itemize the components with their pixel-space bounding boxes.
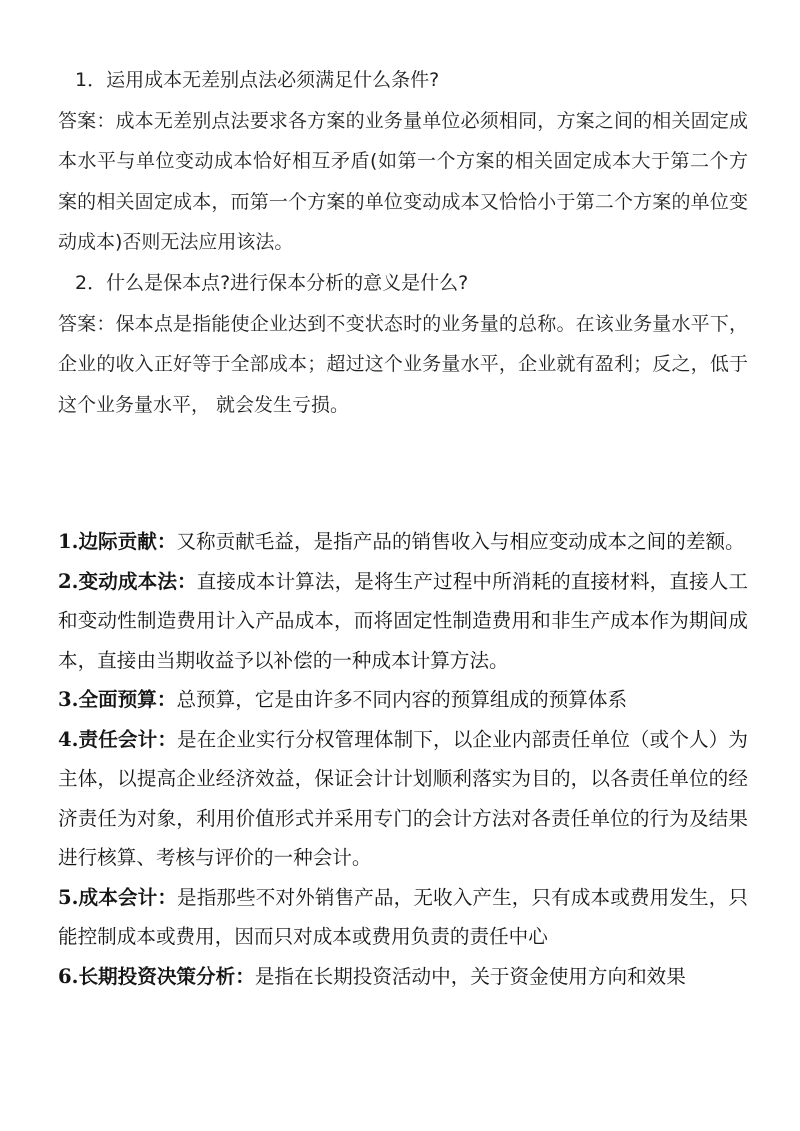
definition-term: 5.成本会计：: [58, 885, 178, 909]
answer-2: 答案：保本点是指能使企业达到不变状态时的业务量的总称。在该业务量水平下，企业的收入正好等于全部成本；超过这个业务量水平，企业就有盈利；反之，低于这个业务量水平， 就会发生亏损。: [58, 312, 748, 416]
qa-section: [58, 60, 748, 425]
answer-1: 答案：成本无差别点法要求各方案的业务量单位必须相同，方案之间的相关固定成本水平与单位变动成本恰好相互矛盾(如第一个方案的相关固定成本大于第二个方案的相关固定成本，而第一个方案的单位变动成本又恰恰小于第二个方案的单位变动成本)否则无法应用该法。: [58, 109, 748, 254]
definition-text: 是指在长期投资活动中，关于资金使用方向和效果: [254, 964, 686, 988]
definition-text: 是在企业实行分权管理体制下，以企业内部责任单位（或个人）为主体，以提高企业经济效益，保证会计计划顺利落实为目的，以各责任单位的经济责任为对象，利用价值形式并采用专门的会计方法对各责任单位的行为及结果进行核算、考核与评价的一种会计。: [58, 727, 748, 869]
definition-4: [58, 720, 748, 878]
definition-text: 是指那些不对外销售产品，无收入产生，只有成本或费用发生，只能控制成本或费用，因而只对成本或费用负责的责任中心: [58, 885, 748, 948]
definition-text: 又称贡献毛益，是指产品的销售收入与相应变动成本之间的差额。: [176, 530, 745, 553]
definition-term: 2.变动成本法：: [58, 569, 197, 593]
question-2: 2．什么是保本点?进行保本分析的意义是什么?: [75, 271, 469, 294]
definition-term: 4.责任会计：: [58, 727, 178, 751]
definitions-section: [58, 522, 748, 996]
definition-6: [58, 957, 748, 997]
definition-2: [58, 562, 748, 681]
definition-text: 直接成本计算法，是将生产过程中所消耗的直接材料，直接人工和变动性制造费用计入产品成本，而将固定性制造费用和非生产成本作为期间成本，直接由当期收益予以补偿的一种成本计算方法。: [58, 569, 748, 672]
definition-5: [58, 878, 748, 957]
definition-term: 6.长期投资决策分析：: [58, 964, 255, 988]
definition-1: [58, 522, 748, 562]
definition-text: 总预算，它是由许多不同内容的预算组成的预算体系: [176, 688, 628, 711]
definition-term: 1.边际贡献：: [58, 530, 177, 553]
question-1: 1．运用成本无差别点法必须满足什么条件?: [75, 69, 440, 91]
definition-3: [58, 680, 748, 720]
definition-term: 3.全面预算：: [58, 688, 177, 711]
